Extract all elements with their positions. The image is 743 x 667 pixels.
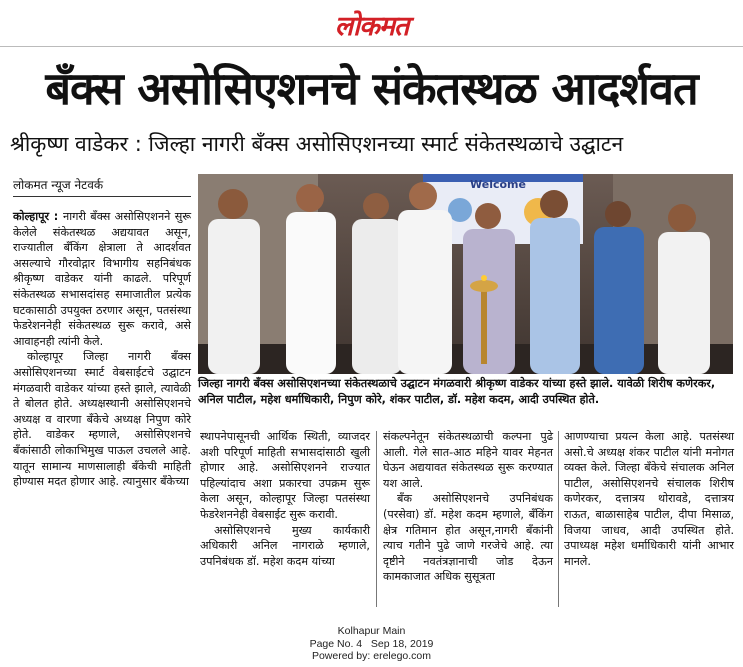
lead-text: नागरी बँक्स असोसिएशनने सुरू केलेले संकेतस्थळ अद्ययावत असून, राज्यातील बँकिंग क्षेत्राला ते आदर्शवत असल्याचे गौरवोद्गार विभागीय सहनिबंधक श्रीकृष्ण वाडेकर यांनी काढले. परिपूर्ण संकेतस्थळ सभासदांसह समाजातील प्रत्येक घटकासाठी उपयुक्त ठरणार असून, पतसंस्था फेडरेशननेही संकेतस्थळ सुरू करावे, असे आवाहनही त्यांनी केले. [13,210,192,348]
page-info [0,638,743,651]
page-footer [0,625,743,663]
column-divider [376,431,377,607]
dateline: कोल्हापूर : [13,210,64,223]
powered-by: Powered by: erelego.com [311,650,432,662]
article-paragraph: असोसिएशनचे मुख्य कार्यकारी अधिकारी अनिल नागराळे म्हणाले, उपनिबंधक डॉ. महेश कदम यांच्या [200,523,370,568]
column-divider [558,431,559,607]
lamp [481,284,487,364]
event-photo-graphic [198,174,733,374]
article-paragraph: आणण्याचा प्रयत्न केला आहे. पतसंस्था असो.चे अध्यक्ष शंकर पाटील यांनी मनोगत व्यक्त केले. जिल्हा बँकेचे संचालक अनिल पाटील, असोसिएशनचे संचालक शिरीष कणेरकर, दत्तात्रय थोरावडे, दत्तात्रय राऊत, बाळासाहेब पाटील, दीपा मिसाळ, विजया जाधव, आदी उपस्थित होते. उपाध्यक्ष महेश धर्माधिकारी यांनी आभार मानले. [564,430,734,568]
page-number: Page No. 4 [309,637,363,650]
headline: बँक्स असोसिएशनचे संकेतस्थळ आदर्शवत [45,62,698,115]
article-paragraph: बँक असोसिएशनचे उपनिबंधक (परसेवा) डॉ. महेश कदम म्हणाले, बँकिंग क्षेत्र गतिमान होत असून,नागरी बँकांनी त्याच गतीने पुढे जाणे गरजेचे आहे. त्या दृष्टीने नवतंत्रज्ञानाची जोड देऊन कामकाजात अधिक सुसूत्रता [383,492,553,584]
photo-caption: जिल्हा नागरी बँक्स असोसिएशनच्या संकेतस्थळाचे उद्घाटन मंगळवारी श्रीकृष्ण वाडेकर यांच्या हस्ते झाले. यावेळी शिरीष कणेरकर, अनिल पाटील, महेश धर्माधिकारी, निपुण कोरे, शंकर पाटील, डॉ. महेश कदम, आदी उपस्थित होते. [198,377,716,406]
banner-text: Welcome [470,178,526,191]
article-column-2 [200,429,370,569]
edition-name: Kolhapur Main [337,625,406,637]
article-paragraph: स्थापनेपासूनची आर्थिक स्थिती, व्याजदर अशी परिपूर्ण माहिती सभासदांसाठी खुली होणार आहे. असोसिएशनने राज्यात पहिल्यांदाच अशा प्रकारचा उपक्रम सुरू केला असून, कोल्हापूर जिल्हा पतसंस्था फेडरेशननेही वेबसाईट सुरू करावी. [200,430,370,521]
byline: लोकमत न्यूज नेटवर्क [13,178,104,192]
article-lead-paragraph [13,209,191,349]
article-column-3 [383,429,553,585]
event-photo [198,174,733,374]
byline-divider [13,196,191,197]
article-paragraph: कोल्हापूर जिल्हा नागरी बँक्स असोसिएशनच्या स्मार्ट वेबसाईटचे उद्घाटन मंगळवारी वाडेकर यांच्या हस्ते झाले, त्यावेळी ते बोलत होते. अध्यक्षस्थानी असोसिएशनचे अध्यक्ष व वारणा बँकेचे अध्यक्ष निपुण कोरे होते. वाडेकर म्हणाले, असोसिएशनचे बँकांसाठी लोकाभिमुख पाऊल उचलले आहे. यातून सामान्य माणसालाही बँकेची माहिती होण्यास मदत होणार आहे. त्यानुसार बँकेच्या [13,350,191,489]
page-date: Sep 18, 2019 [370,637,434,650]
article-column-4 [564,429,734,569]
article-paragraph: संकल्पनेतून संकेतस्थळाची कल्पना पुढे आली. गेले सात-आठ महिने यावर मेहनत घेऊन अद्ययावत संकेतस्थळ सुरू करण्यात यश आले. [383,430,553,490]
lokmat-logo: लोकमत [334,11,409,42]
masthead [0,0,743,47]
subheadline: श्रीकृष्ण वाडेकर : जिल्हा नागरी बँक्स असोसिएशनच्या स्मार्ट संकेतस्थळाचे उद्घाटन [10,132,624,156]
article-column-1 [13,209,191,490]
